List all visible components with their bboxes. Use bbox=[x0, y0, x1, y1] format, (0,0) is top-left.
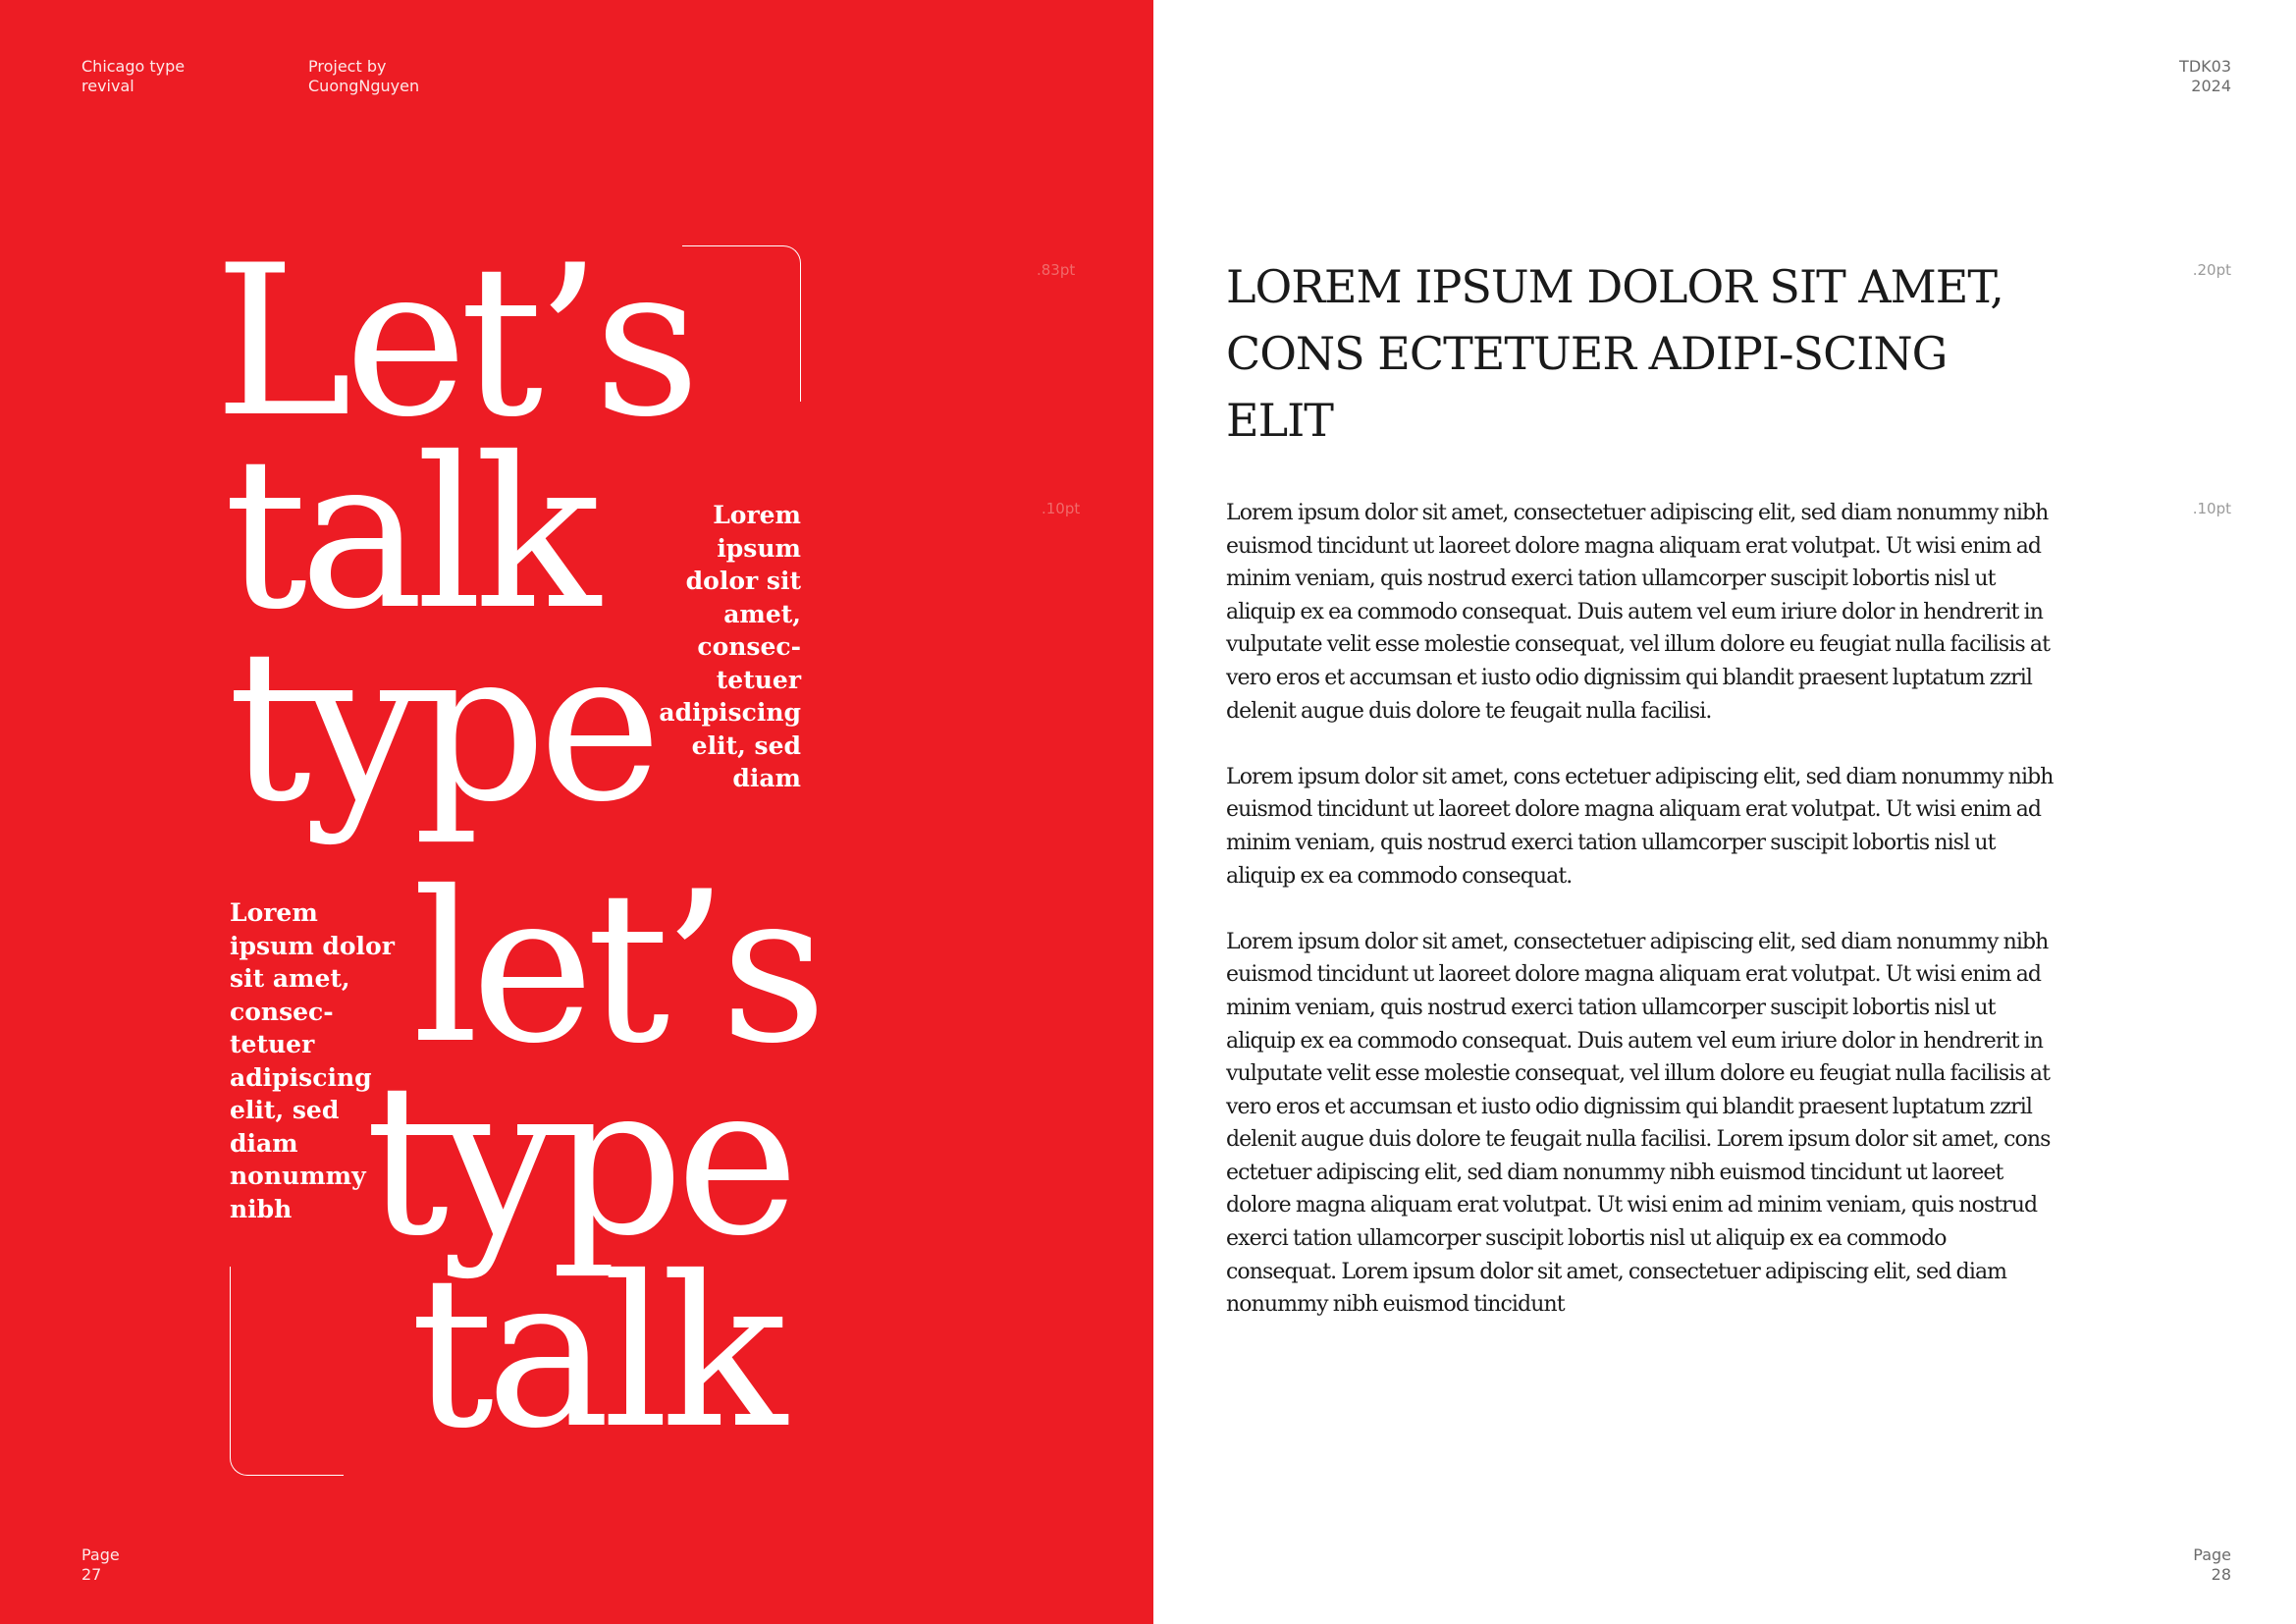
size-label: .83pt bbox=[1037, 261, 1076, 279]
display-line-talk-2: talk bbox=[410, 1231, 779, 1474]
sidebar-text-top: Lorem ipsum dolor sit amet, consec- tetuer adipiscing elit, sed diam bbox=[659, 501, 801, 792]
page-number-left: Page 27 bbox=[81, 1545, 120, 1584]
document-code: TDK03 2024 bbox=[2179, 57, 2231, 95]
body-paragraph: Lorem ipsum dolor sit amet, cons ectetuer adipiscing elit, sed diam nonummy nibh euismod tincidunt ut laoreet dolore magna aliquam erat volutpat. Ut wisi enim ad minim veniam, quis nostrud exerci tation ullamcorper suscipit lobortis nisl ut aliquip ex ea commodo consequat. bbox=[1226, 764, 2054, 889]
body-paragraph: Lorem ipsum dolor sit amet, consectetuer adipiscing elit, sed diam nonummy nibh euismod tincidunt ut laoreet dolore magna aliquam erat volutpat. Ut wisi enim ad minim veniam, quis nostrud exerci tation ullamcorper suscipit lobortis nisl ut aliquip ex ea commodo consequat. Duis autem vel eum iriure dolor in hendrerit in vulputate velit esse molestie consequat, vel illum dolore eu feugiat nulla facilisis at vero eros et accumsan et iusto odio dignissim qui blandit praesent luptatum zzril delenit augue duis dolore te feugait nulla facilisi. Lorem ipsum dolor sit amet, cons ectetuer adipiscing elit, sed diam nonummy nibh euismod tincidunt ut laoreet dolore magna aliquam erat volutpat. Ut wisi enim ad minim veniam, quis nostrud exerci tation ullamcorper suscipit lobortis nisl ut aliquip ex ea commodo consequat. Lorem ipsum dolor sit amet, consectetuer adipiscing elit, sed diam nonummy nibh euismod tincidunt bbox=[1226, 929, 2051, 1318]
frame-top-right bbox=[682, 245, 801, 402]
display-line-lets-2: let’s bbox=[412, 846, 820, 1089]
body-paragraph: Lorem ipsum dolor sit amet, consectetuer adipiscing elit, sed diam nonummy nibh euismod tincidunt ut laoreet dolore magna aliquam erat volutpat. Ut wisi enim ad minim veniam, quis nostrud exerci tation ullamcorper suscipit lobortis nisl ut aliquip ex ea commodo consequat. Duis autem vel eum iriure dolor in hendrerit in vulputate velit esse molestie consequat, vel illum dolore eu feugiat nulla facilisis at vero eros et accumsan et iusto odio dignissim qui blandit praesent luptatum zzril delenit augue duis dolore te feugait nulla facilisi. bbox=[1226, 501, 2051, 724]
frame-bottom-left bbox=[230, 1267, 344, 1476]
headline: LOREM IPSUM DOLOR SIT AMET, CONS ECTETUER ADIPI-SCING ELIT bbox=[1226, 260, 2003, 447]
project-title: Chicago type revival bbox=[81, 57, 186, 95]
page-number-right: Page 28 bbox=[2193, 1545, 2231, 1584]
size-label-secondary: .10pt bbox=[1041, 500, 1081, 517]
display-line-lets: Let’s bbox=[214, 220, 693, 462]
display-line-type: type bbox=[228, 605, 655, 847]
body-text bbox=[1226, 497, 2056, 1354]
body-size-label: .10pt bbox=[2192, 500, 2231, 517]
project-credit: Project by CuongNguyen bbox=[308, 57, 420, 95]
sidebar-text-bottom: Lorem ipsum dolor sit amet, consec- tetuer adipiscing elit, sed diam nonummy nibh bbox=[230, 898, 395, 1223]
display-line-talk: talk bbox=[224, 412, 593, 655]
display-line-type-2: type bbox=[365, 1039, 792, 1281]
headline-size-label: .20pt bbox=[2192, 261, 2231, 279]
right-page bbox=[1153, 0, 2296, 1624]
